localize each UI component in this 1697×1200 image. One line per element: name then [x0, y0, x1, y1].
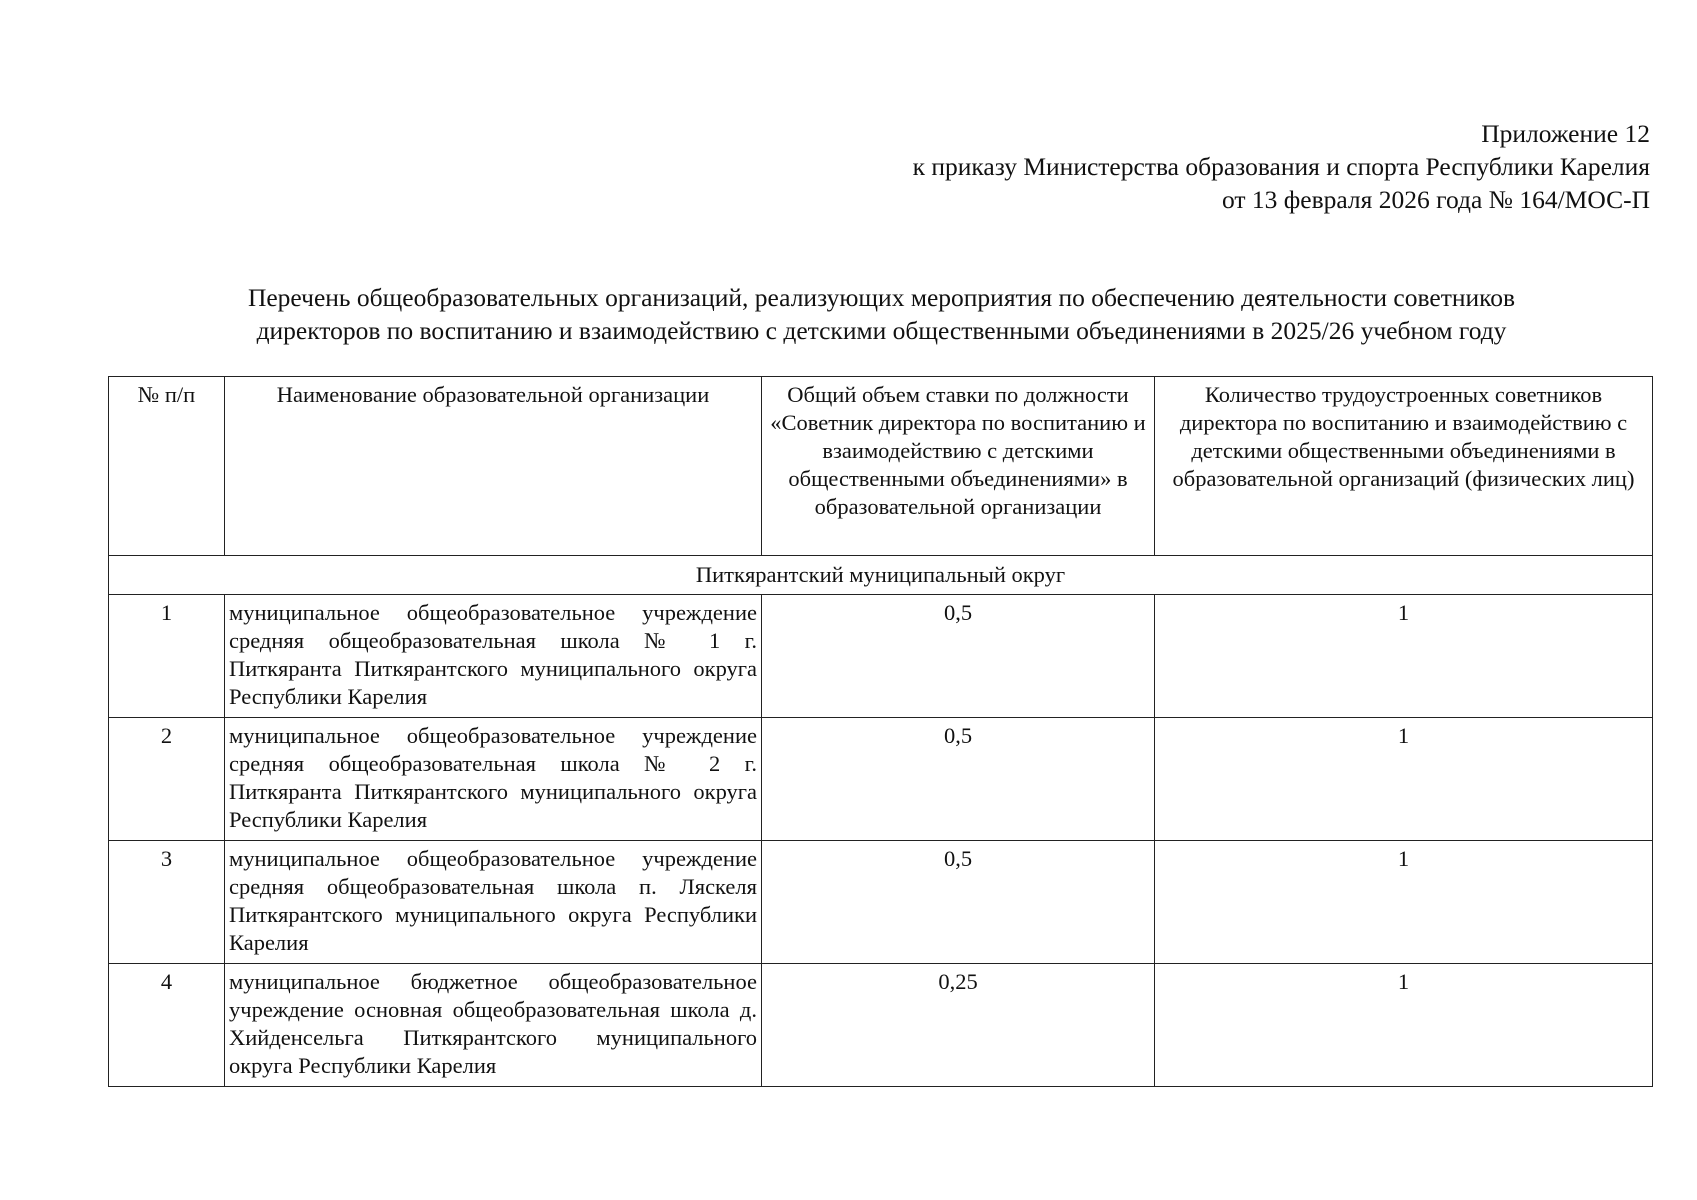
table-row	[109, 964, 1653, 1087]
row-organization-name: муниципальное общеобразовательное учреждение средняя общеобразовательная школа п. Ляскеля Питкярантского муниципального округа Республики Карелия	[225, 841, 762, 964]
annex-number: Приложение 12	[1481, 119, 1650, 148]
row-advisor-count: 1	[1155, 964, 1653, 1087]
table-row	[109, 841, 1653, 964]
document-title	[120, 281, 1643, 347]
row-rate-volume: 0,25	[762, 964, 1155, 1087]
header-number: № п/п	[109, 377, 225, 556]
header-advisor-count: Количество трудоустроенных советников директора по воспитанию и взаимодействию с детскими общественными объединениями в образовательной организаций (физических лиц)	[1155, 377, 1653, 556]
row-number: 3	[109, 841, 225, 964]
row-rate-volume: 0,5	[762, 841, 1155, 964]
row-organization-name: муниципальное общеобразовательное учреждение средняя общеобразовательная школа № 2 г. Питкяранта Питкярантского муниципального округа Республики Карелия	[225, 718, 762, 841]
table-header-row	[109, 377, 1653, 556]
row-advisor-count: 1	[1155, 841, 1653, 964]
row-rate-volume: 0,5	[762, 718, 1155, 841]
document-title-line-2: директоров по воспитанию и взаимодействию с детскими общественными объединениями в 2025/26 учебном году	[256, 316, 1507, 345]
document-title-line-1: Перечень общеобразовательных организаций, реализующих мероприятия по обеспечению деятельности советников	[247, 283, 1516, 312]
row-rate-volume: 0,5	[762, 595, 1155, 718]
row-advisor-count: 1	[1155, 595, 1653, 718]
table-row	[109, 595, 1653, 718]
row-organization-name: муниципальное общеобразовательное учреждение средняя общеобразовательная школа № 1 г. Питкяранта Питкярантского муниципального округа Республики Карелия	[225, 595, 762, 718]
header-rate-volume: Общий объем ставки по должности «Советник директора по воспитанию и взаимодействию с детскими общественными объединениями» в образовательной организации	[762, 377, 1155, 556]
organizations-table	[108, 376, 1653, 1087]
table-row	[109, 718, 1653, 841]
row-number: 1	[109, 595, 225, 718]
row-organization-name: муниципальное бюджетное общеобразовательное учреждение основная общеобразовательная школа д. Хийденсельга Питкярантского муниципального округа Республики Карелия	[225, 964, 762, 1087]
row-advisor-count: 1	[1155, 718, 1653, 841]
row-number: 4	[109, 964, 225, 1087]
header-organization-name: Наименование образовательной организации	[225, 377, 762, 556]
section-district-name: Питкярантский муниципальный округ	[109, 556, 1653, 595]
annex-order-reference: к приказу Министерства образования и спорта Республики Карелия	[912, 152, 1650, 181]
section-row	[109, 556, 1653, 595]
annex-order-date: от 13 февраля 2026 года № 164/МОС-П	[1221, 185, 1650, 214]
annex-header	[913, 117, 1650, 216]
row-number: 2	[109, 718, 225, 841]
